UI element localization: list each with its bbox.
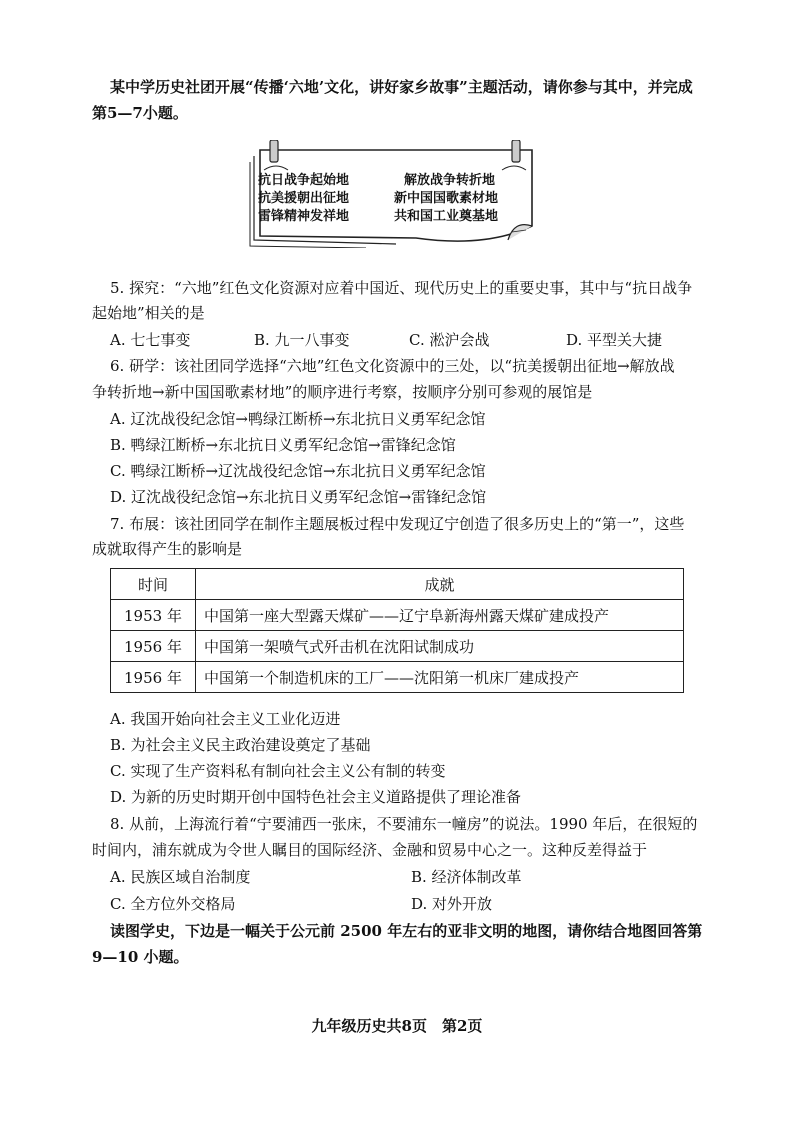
banner-right-2: 新中国国歌素材地	[394, 191, 499, 206]
q8-line-1: 8. 从前，上海流行着“宁要浦西一张床，不要浦东一幢房”的说法。1990 年后，在很短的	[110, 815, 698, 833]
map-intro-line-1: 读图学史，下边是一幅关于公元前 2500 年左右的亚非文明的地图，请你结合地图回答第	[110, 922, 703, 940]
q7-option-b[interactable]: B. 为社会主义民主政治建设奠定了基础	[110, 736, 371, 754]
table-row	[111, 600, 684, 631]
table-row	[111, 631, 684, 662]
q6-option-c[interactable]: C. 鸭绿江断桥→辽沈战役纪念馆→东北抗日义勇军纪念馆	[110, 462, 486, 480]
q5-line-1: 5. 探究：“六地”红色文化资源对应着中国近、现代历史上的重要史事，其中与“抗日战争	[110, 279, 693, 297]
table-cell-achievement: 中国第一架喷气式歼击机在沈阳试制成功	[196, 631, 684, 662]
q6-option-d[interactable]: D. 辽沈战役纪念馆→东北抗日义勇军纪念馆→雷锋纪念馆	[110, 488, 487, 506]
map-intro-line-2: 9—10 小题。	[92, 948, 189, 966]
q7-option-c[interactable]: C. 实现了生产资料私有制向社会主义公有制的转变	[110, 762, 446, 780]
banner-left-2: 抗美援朝出征地	[258, 191, 350, 206]
q6-option-a[interactable]: A. 辽沈战役纪念馆→鸭绿江断桥→东北抗日义勇军纪念馆	[110, 410, 486, 428]
q5-option-b[interactable]: B. 九一八事变	[254, 331, 350, 349]
intro-line-2: 第5—7小题。	[92, 104, 188, 122]
banner-left-3: 雷锋精神发祥地	[258, 209, 350, 224]
q5-option-c[interactable]: C. 淞沪会战	[409, 331, 490, 349]
intro-line-1: 某中学历史社团开展“传播‘六地’文化，讲好家乡故事”主题活动，请你参与其中，并完成	[110, 78, 693, 96]
q8-option-a[interactable]: A. 民族区域自治制度	[110, 868, 251, 886]
q8-option-d[interactable]: D. 对外开放	[411, 895, 493, 913]
q5-line-2: 起始地”相关的是	[92, 304, 205, 322]
q7-line-1: 7. 布展：该社团同学在制作主题展板过程中发现辽宁创造了很多历史上的“第一”，这些	[110, 515, 685, 533]
page-footer: 九年级历史共8页 第2页	[311, 1017, 483, 1035]
q7-option-a[interactable]: A. 我国开始向社会主义工业化迈进	[110, 710, 341, 728]
table-cell-time: 1953 年	[111, 600, 196, 631]
six-places-banner	[246, 140, 546, 248]
q7-option-d[interactable]: D. 为新的历史时期开创中国特色社会主义道路提供了理论准备	[110, 788, 522, 806]
table-cell-achievement: 中国第一座大型露天煤矿——辽宁阜新海州露天煤矿建成投产	[196, 600, 684, 631]
table-row	[111, 662, 684, 693]
q6-line-2: 争转折地→新中国国歌素材地”的顺序进行考察，按顺序分别可参观的展馆是	[92, 383, 593, 401]
q5-option-a[interactable]: A. 七七事变	[110, 331, 191, 349]
achievements-table	[110, 568, 684, 693]
q7-line-2: 成就取得产生的影响是	[92, 540, 243, 558]
q8-option-b[interactable]: B. 经济体制改革	[411, 868, 522, 886]
table-header-time: 时间	[111, 569, 196, 600]
table-cell-time: 1956 年	[111, 631, 196, 662]
banner-right-3: 共和国工业奠基地	[394, 209, 499, 224]
q5-option-d[interactable]: D. 平型关大捷	[566, 331, 663, 349]
banner-right-1: 解放战争转折地	[404, 173, 496, 188]
q8-line-2: 时间内，浦东就成为令世人瞩目的国际经济、金融和贸易中心之一。这种反差得益于	[92, 841, 648, 859]
banner-left-1: 抗日战争起始地	[258, 173, 350, 188]
table-header-achievement: 成就	[196, 569, 684, 600]
q6-option-b[interactable]: B. 鸭绿江断桥→东北抗日义勇军纪念馆→雷锋纪念馆	[110, 436, 456, 454]
q8-option-c[interactable]: C. 全方位外交格局	[110, 895, 236, 913]
table-cell-achievement: 中国第一个制造机床的工厂——沈阳第一机床厂建成投产	[196, 662, 684, 693]
table-cell-time: 1956 年	[111, 662, 196, 693]
q6-line-1: 6. 研学：该社团同学选择“六地”红色文化资源中的三处，以“抗美援朝出征地→解放战	[110, 357, 675, 375]
table-header-row	[111, 569, 684, 600]
